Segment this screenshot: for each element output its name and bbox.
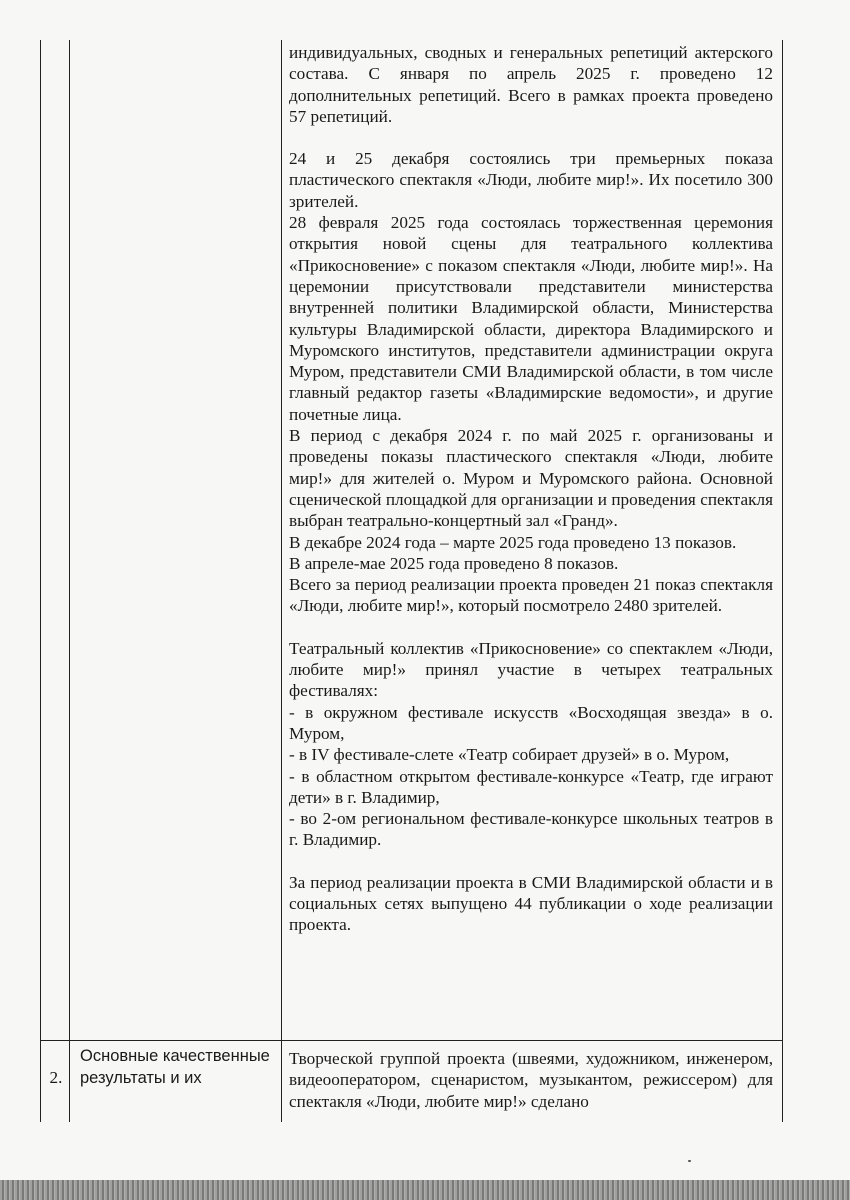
paragraph-spacer (289, 617, 773, 638)
list-item: - в окружном фестивале искусств «Восходящая звезда» в о. Муром, (289, 702, 773, 743)
table-border-right (782, 40, 783, 1122)
table-border-title-col (281, 40, 282, 1122)
row-number: 2. (49, 1068, 63, 1087)
table-border-number-col (69, 40, 70, 1122)
paragraph: 24 и 25 декабря состоялись три премьерных показа пластического спектакля «Люди, любите мир!». Их посетило 300 зрителей. (289, 149, 773, 211)
paragraph: 28 февраля 2025 года состоялась торжественная церемония открытия новой сцены для театрального коллектива «Прикосновение» с показом спектакля «Люди, любите мир!». На церемонии присутствовали представители министерства внутренней политики Владимирской области, Министерства культуры Владимирской области, директора Владимирского и Муромского институтов, представители администрации округа Муром, представители СМИ Владимирской области, в том числе главный редактор газеты «Владимирские ведомости», и другие почетные лица. (289, 213, 773, 424)
paragraph: Театральный коллектив «Прикосновение» со спектаклем «Люди, любите мир!» принял участие в четырех театральных фестивалях: (289, 638, 773, 701)
paragraph-spacer (289, 127, 773, 148)
row-title: Основные качественные результаты и их (80, 1047, 270, 1087)
scan-speck (688, 1160, 691, 1162)
row2-content-cell: Творческой группой проекта (швеями, художником, инженером, видеооператором, сценаристом, музыкантом, режиссером) для спектакля «Люди, любите мир!» сделано (289, 1049, 773, 1111)
paragraph: В период с декабря 2024 г. по май 2025 г. организованы и проведены показы пластического спектакля «Люди, любите мир!» для жителей о. Муром и Муромского района. Основной сценической площадкой для организации и проведения спектакля выбран театрально-концертный зал «Гранд». (289, 426, 773, 531)
paragraph-spacer (289, 851, 773, 872)
scan-bottom-edge (0, 1180, 850, 1200)
list-item: - в IV фестивале-слете «Театр собирает друзей» в о. Муром, (289, 745, 730, 765)
paragraph: Всего за период реализации проекта проведен 21 показ спектакля «Люди, любите мир!», который посмотрело 2480 зрителей. (289, 575, 773, 616)
list-item: - в областном открытом фестивале-конкурсе «Театр, где играют дети» в г. Владимир, (289, 766, 773, 807)
table-row-divider (40, 1040, 783, 1041)
paragraph: индивидуальных, сводных и генеральных репетиций актерского состава. С января по апрель 2025 г. проведено 12 дополнительных репетиций. Всего в рамках проекта проведено 57 репетиций. (289, 43, 773, 126)
list-item: - во 2-ом региональном фестивале-конкурсе школьных театров в г. Владимир. (289, 809, 773, 850)
row1-content-cell (289, 42, 773, 936)
paragraph: В декабре 2024 года – марте 2025 года проведено 13 показов. (289, 532, 737, 552)
paragraph: В апреле-мае 2025 года проведено 8 показов. (289, 553, 619, 573)
table-border-left (40, 40, 41, 1122)
paragraph: За период реализации проекта в СМИ Владимирской области и в социальных сетях выпущено 44 публикации о ходе реализации проекта. (289, 872, 773, 935)
